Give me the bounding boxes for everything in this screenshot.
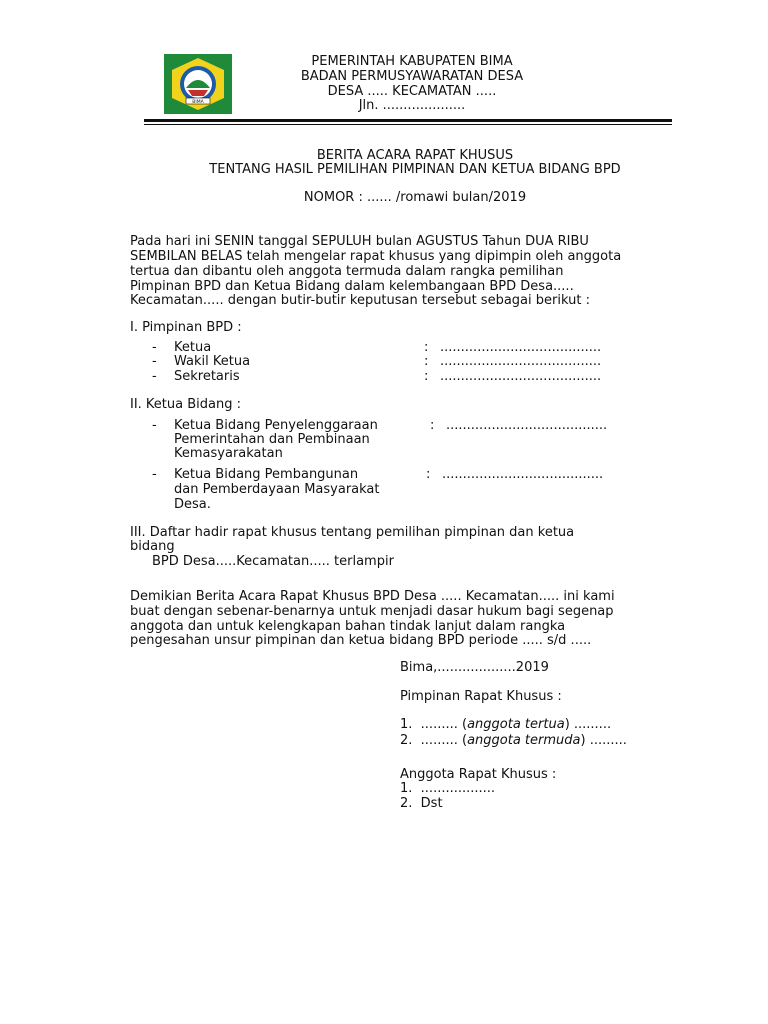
item-dots: ....................................... [440,354,602,369]
item-label-line-1: Ketua Bidang Pembangunan [174,467,359,482]
pimpinan-1-pre: ......... ( [420,717,468,732]
item-dots: ....................................... [446,418,608,433]
daftar-hadir-line-3: BPD Desa.....Kecamatan..... terlampir [152,554,394,569]
item-dash: - [152,369,157,384]
item-dash: - [152,340,157,355]
pimpinan-rapat-1 [400,717,611,732]
penutup-line-2: buat dengan sebenar-benarnya untuk menjadi dasar hukum bagi segenap [130,604,614,619]
pimpinan-1-role: anggota tertua [467,717,565,732]
item-label-line-3: Desa. [174,497,211,512]
daftar-hadir-line-1: III. Daftar hadir rapat khusus tentang pemilihan pimpinan dan ketua [130,525,575,540]
item-colon: : [426,467,431,482]
pimpinan-2-number: 2. [400,733,413,748]
item-dash: - [152,418,157,433]
item-dots: ....................................... [442,467,604,482]
anggota-1-number: 1. [400,781,413,796]
pimpinan-heading: I. Pimpinan BPD : [130,320,242,335]
pembuka-line-4: Pimpinan BPD dan Ketua Bidang dalam kelembangaan BPD Desa..... [130,279,574,294]
item-label-line-3: Kemasyarakatan [174,446,283,461]
item-label: Sekretaris [174,369,240,384]
kop-pemerintah: PEMERINTAH KABUPATEN BIMA [311,54,513,69]
kop-alamat: Jln. .................... [358,98,466,113]
judul-tentang: TENTANG HASIL PEMILIHAN PIMPINAN DAN KETUA BIDANG BPD [209,162,621,177]
penutup-line-1: Demikian Berita Acara Rapat Khusus BPD Desa ..... Kecamatan..... ini kami [130,589,615,604]
item-colon: : [424,369,429,384]
item-dots: ....................................... [440,369,602,384]
daftar-hadir-line-2: bidang [130,539,175,554]
anggota-2-number: 2. [400,796,413,811]
item-dash: - [152,467,157,482]
item-label: Ketua [174,340,212,355]
item-colon: : [424,354,429,369]
penutup-line-4: pengesahan unsur pimpinan dan ketua bidang BPD periode ..... s/d ..... [130,633,592,648]
pimpinan-2-post: ) ......... [580,733,627,748]
pimpinan-rapat-2 [400,733,627,748]
pimpinan-rapat-label: Pimpinan Rapat Khusus : [400,689,562,704]
penutup-line-3: anggota dan untuk kelengkapan bahan tindak lanjut dalam rangka [130,619,566,634]
anggota-rapat-1 [400,781,495,796]
kop-desa: DESA ..... KECAMATAN ..... [327,84,497,99]
svg-text:BIMA: BIMA [192,100,204,105]
pimpinan-2-role: anggota termuda [467,733,581,748]
item-dash: - [152,354,157,369]
item-colon: : [430,418,435,433]
pembuka-line-1: Pada hari ini SENIN tanggal SEPULUH bulan AGUSTUS Tahun DUA RIBU [130,234,589,249]
ketua-bidang-heading: II. Ketua Bidang : [130,397,241,412]
kop-divider-thin [144,124,672,125]
pembuka-line-3: tertua dan dibantu oleh anggota termuda dalam rangka pemilihan [130,264,564,279]
anggota-1-value: .................. [420,781,496,796]
tempat-tanggal: Bima,...................2019 [400,660,549,675]
anggota-rapat-label: Anggota Rapat Khusus : [400,767,557,782]
kop-badan: BADAN PERMUSYAWARATAN DESA [300,69,524,84]
pembuka-line-5: Kecamatan..... dengan butir-butir keputusan tersebut sebagai berikut : [130,293,590,308]
pimpinan-1-number: 1. [400,717,413,732]
item-label: Wakil Ketua [174,354,251,369]
anggota-rapat-2 [400,796,443,811]
item-colon: : [424,340,429,355]
pembuka-line-2: SEMBILAN BELAS telah mengelar rapat khusus yang dipimpin oleh anggota [130,249,622,264]
item-label-line-2: dan Pemberdayaan Masyarakat [174,482,380,497]
kop-divider-thick [144,119,672,122]
pimpinan-1-post: ) ......... [564,717,612,732]
anggota-2-value: Dst [420,796,443,811]
item-label-line-1: Ketua Bidang Penyelenggaraan [174,418,378,433]
nomor-surat: NOMOR : ...... /romawi bulan/2019 [303,190,527,205]
item-dots: ....................................... [440,340,602,355]
pimpinan-2-pre: ......... ( [420,733,468,748]
judul-berita-acara: BERITA ACARA RAPAT KHUSUS [316,148,514,163]
item-label-line-2: Pemerintahan dan Pembinaan [174,432,370,447]
